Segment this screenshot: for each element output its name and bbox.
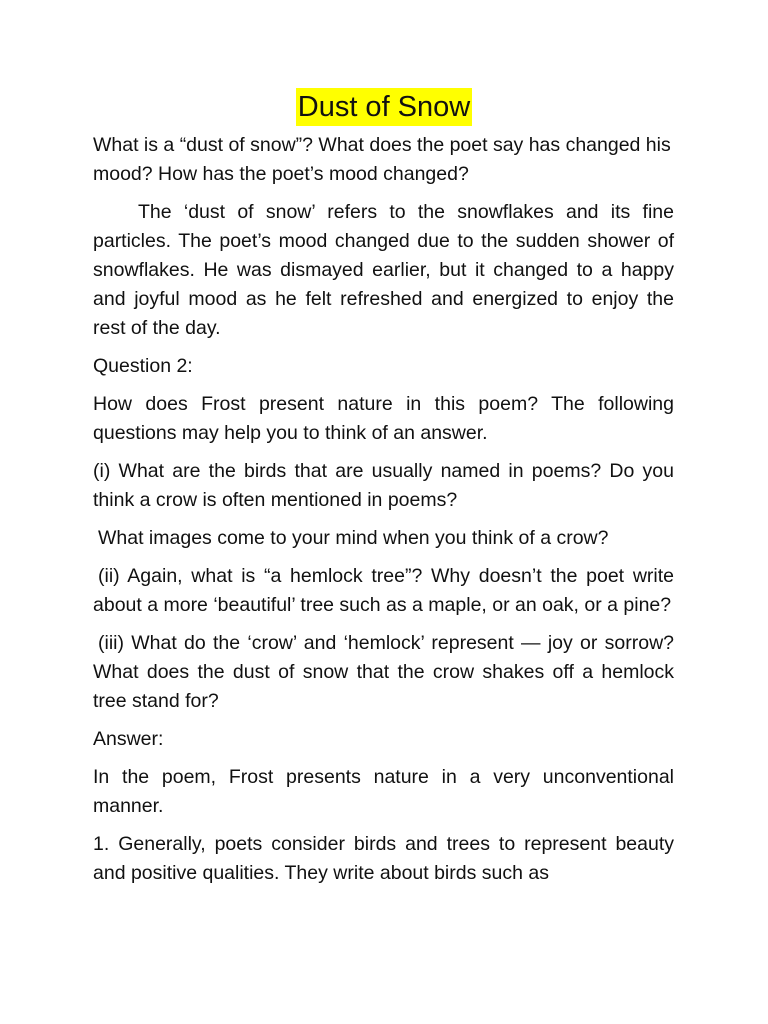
document-body — [93, 131, 674, 897]
question-2-part-iii: (iii) What do the ‘crow’ and ‘hemlock’ represent — joy or sorrow? What does the dust of snow that the crow shakes off a hemlock tree stand for? — [93, 632, 674, 712]
question-2-part-ii: (ii) Again, what is “a hemlock tree”? Why doesn’t the poet write about a more ‘beautiful’ tree such as a maple, or an oak, or a pine? — [93, 565, 674, 616]
document-title: Dust of Snow — [296, 88, 472, 126]
answer-1-text: The ‘dust of snow’ refers to the snowflakes and its fine particles. The poet’s mood changed due to the sudden shower of snowflakes. He was dismayed earlier, but it changed to a happy and joyful mood as he felt refreshed and energized to enjoy the rest of the day. — [93, 201, 674, 339]
question-2-part-i-followup: What images come to your mind when you think of a crow? — [98, 527, 609, 549]
question-2-part-i: (i) What are the birds that are usually named in poems? Do you think a crow is often mentioned in poems? — [93, 460, 674, 511]
question-2-heading: Question 2: — [93, 355, 193, 377]
title-container — [0, 88, 768, 126]
question-2-text: How does Frost present nature in this poem? The following questions may help you to think of an answer. — [93, 393, 674, 444]
question-1-text: What is a “dust of snow”? What does the poet say has changed his mood? How has the poet’s mood changed? — [93, 134, 671, 185]
answer-intro: In the poem, Frost presents nature in a very unconventional manner. — [93, 766, 674, 817]
answer-point-1: 1. Generally, poets consider birds and trees to represent beauty and positive qualities. They write about birds such as — [93, 833, 674, 884]
answer-heading: Answer: — [93, 728, 164, 750]
